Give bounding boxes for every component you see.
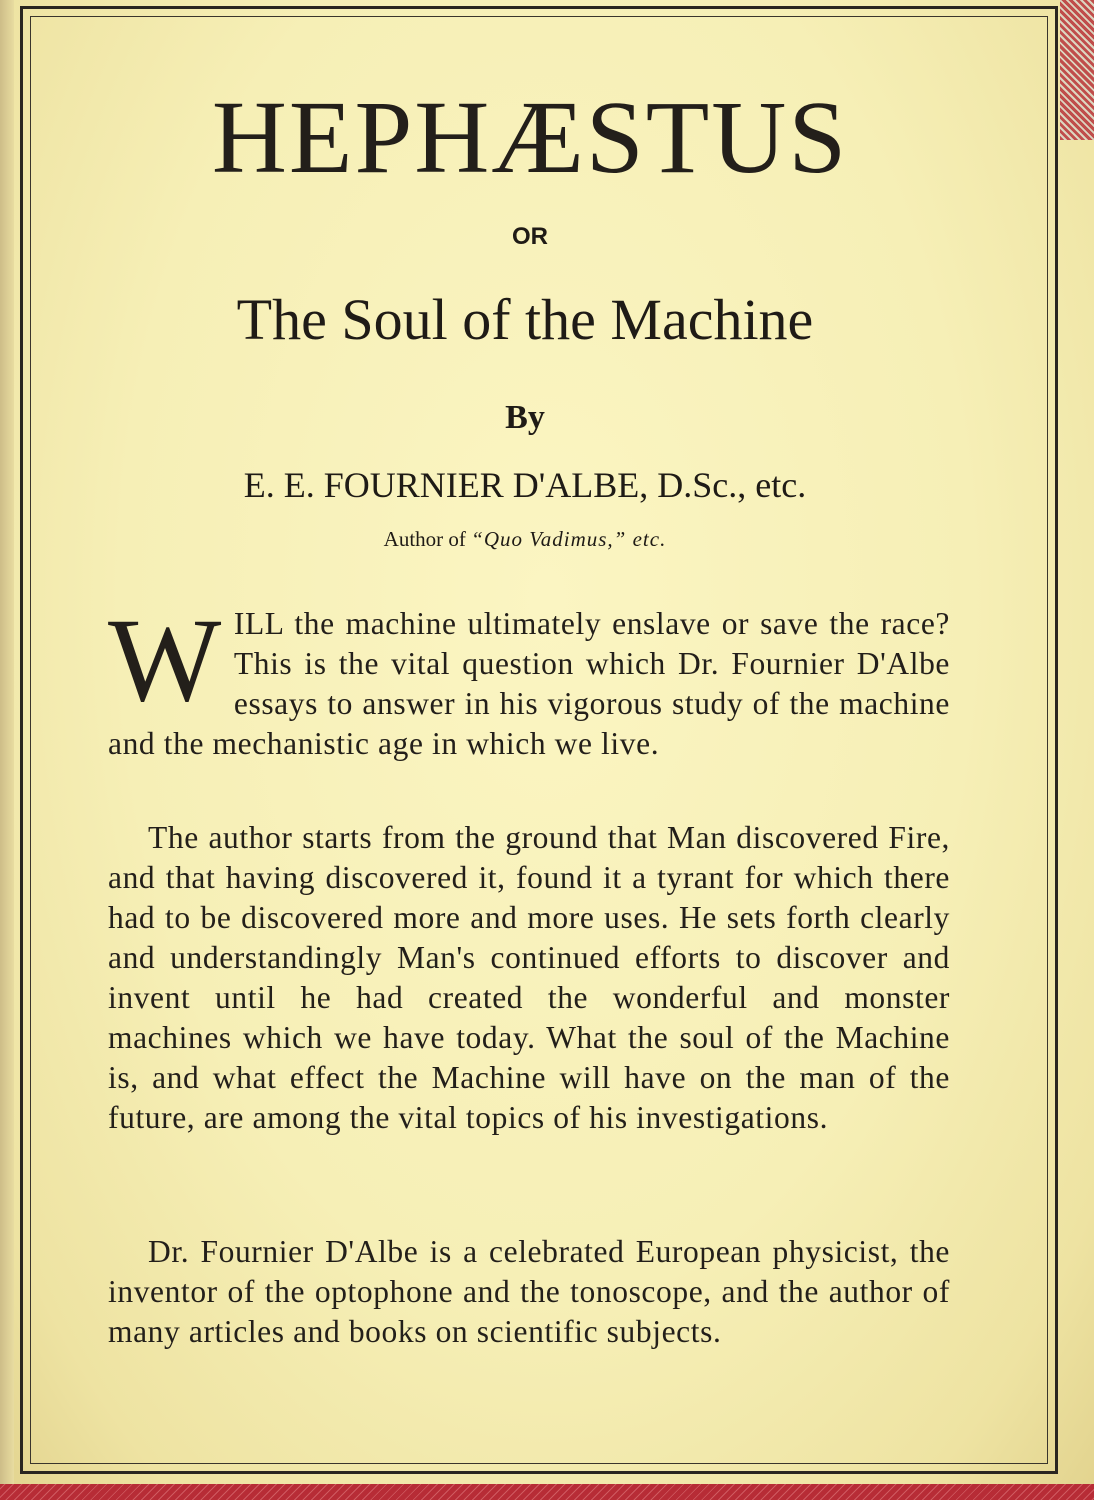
author-note-work: “Quo Vadimus,” etc. [471,527,667,551]
blurb-paragraph-3: Dr. Fournier D'Albe is a celebrated European physicist, the inventor of the optophone and the tonoscope, and the author of many articles and books on scientific subjects. [108,1234,950,1349]
blurb-paragraph-2: The author starts from the ground that Man discovered Fire, and that having discovered it, found it a tyrant for which there had to be discovered more and more uses. He sets forth clearly and understandingly Man's continued efforts to discover and invent until he had created the wonderful and monster machines which we have today. What the soul of the Machine is, and what effect the Machine will have on the man of the future, are among the vital topics of his investigations. [108,820,950,1135]
cloth-binding-bottom [0,1484,1094,1500]
author-note [0,525,1050,553]
book-title: HEPHÆSTUS [211,80,849,195]
author-note-prefix: Author of [383,527,466,551]
drop-cap: W [108,593,222,726]
book-subtitle: The Soul of the Machine [236,287,814,352]
or-label: OR [512,223,548,250]
cloth-binding-corner [1060,0,1094,140]
blurb-paragraph-1 [108,593,950,764]
author-name: E. E. FOURNIER D'ALBE, D.Sc., etc. [243,465,807,505]
blurb-paragraph-1-text: ILL the machine ultimately enslave or save the race? This is the vital question which Dr. Fournier D'Albe essays to answer in his vigorous study of the machine and the mechanistic age in which we live. [108,606,950,761]
by-label: By [505,399,545,436]
